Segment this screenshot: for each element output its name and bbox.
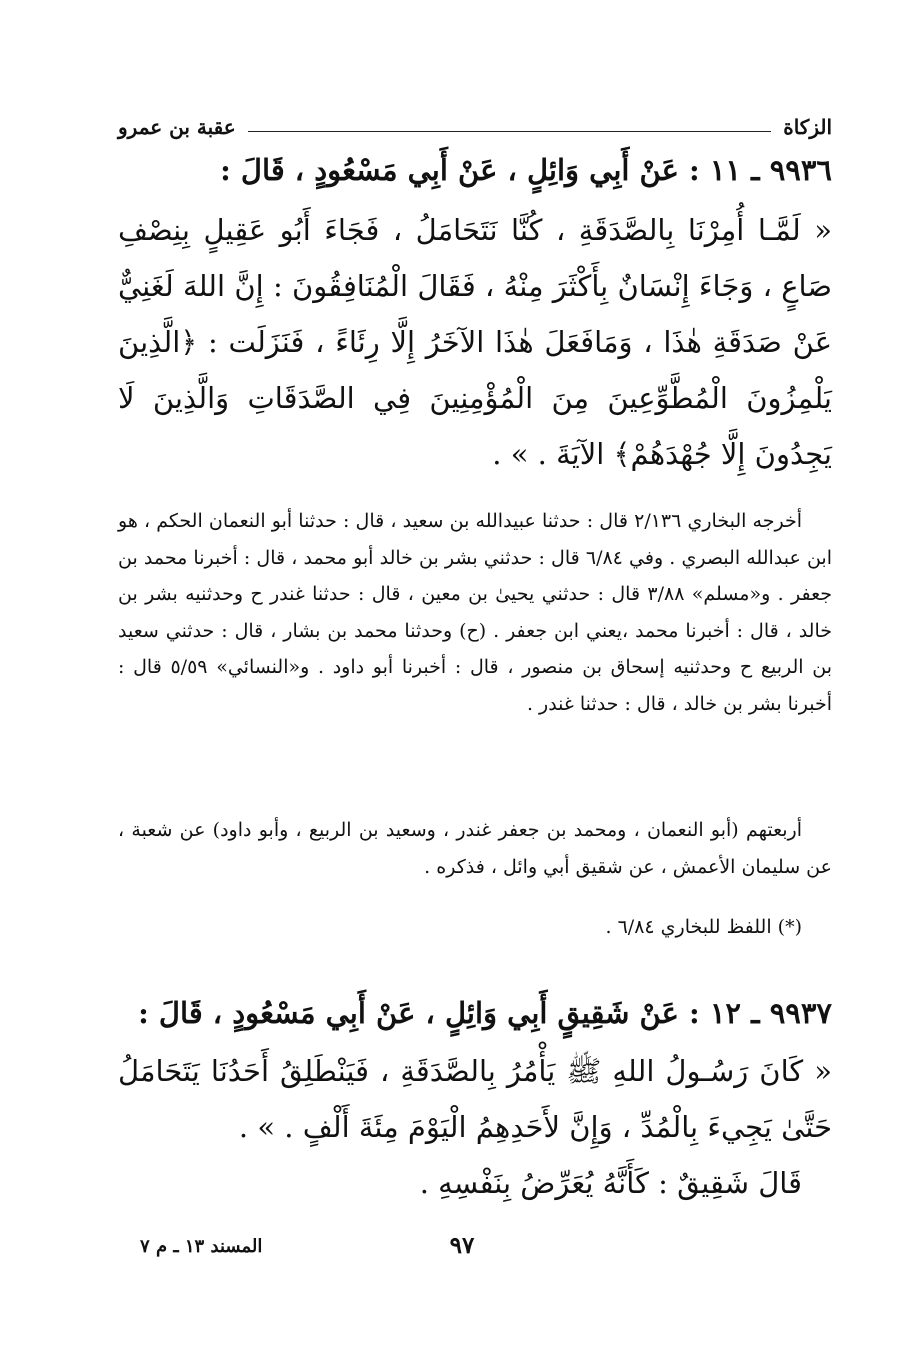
running-header	[118, 112, 832, 142]
header-rule	[248, 131, 772, 132]
hadith-9936-credits	[118, 812, 832, 885]
printer-signature: المسند ١٣ ـ م ٧	[140, 1236, 263, 1257]
section-title: عقبة بن عمرو	[118, 115, 236, 139]
page-number: ٩٧	[449, 1232, 475, 1259]
hadith-9936-text: « لَمَّـا أُمِرْنَا بِالصَّدَقَةِ ، كُنَّا نَتَحَامَلُ ، فَجَاءَ أَبُو عَقِيلٍ بِنِصْفِ صَاعٍ ، وَجَاءَ إِنْسَانٌ بِأَكْثَرَ مِنْهُ ، فَقَالَ الْمُنَافِقُونَ : إِنَّ اللهَ لَغَنِيٌّ عَنْ صَدَقَةِ هٰذَا ، وَمَافَعَلَ هٰذَا الآخَرُ إِلَّا رِئَاءً ، فَنَزَلَت : ﴿الَّذِينَ يَلْمِزُونَ الْمُطَّوِّعِينَ مِنَ الْمُؤْمِنِينَ فِي الصَّدَقَاتِ وَالَّذِينَ لَا يَجِدُونَ إِلَّا جُهْدَهُمْ﴾ الآيَةَ . » .	[118, 213, 832, 471]
hadith-9936-footnote: (*) اللفظ للبخاري ٦/٨٤ .	[605, 916, 802, 938]
hadith-9936-title: ٩٩٣٦ ـ ١١ : عَنْ أَبِي وَائِلٍ ، عَنْ أَبِي مَسْعُودٍ ، قَالَ :	[220, 153, 832, 187]
hadith-9937-text: « كَانَ رَسُـولُ اللهِ ﷺ يَأْمُرُ بِالصَّدَقَةِ ، فَيَنْطَلِقُ أَحَدُنَا يَتَحَامَلُ حَتَّىٰ يَجِيءَ بِالْمُدِّ ، وَإِنَّ لأَحَدِهِمُ الْيَوْمَ مِئَةَ أَلْفٍ . » .	[118, 1054, 832, 1144]
credits-paragraph: أربعتهم (أبو النعمان ، ومحمد بن جعفر غندر ، وسعيد بن الربيع ، وأبو داود) عن شعبة ، عن سليمان الأعمش ، عن شقيق أبي وائل ، فذكره .	[118, 819, 832, 878]
chapter-title: الزكاة	[783, 115, 832, 139]
hadith-9937-comment: قَالَ شَقِيقٌ : كَأَنَّهُ يُعَرِّضُ بِنَفْسِهِ .	[419, 1166, 802, 1200]
hadith-9937-title: ٩٩٣٧ ـ ١٢ : عَنْ شَقِيقٍ أَبِي وَائِلٍ ، عَنْ أَبِي مَسْعُودٍ ، قَالَ :	[138, 996, 832, 1030]
hadith-9936-takhrij	[118, 503, 832, 722]
takhrij-paragraph: أخرجه البخاري ٢/١٣٦ قال : حدثنا عبيدالله بن سعيد ، قال : حدثنا أبو النعمان الحكم ، هو ابن عبدالله البصري . وفي ٦/٨٤ قال : حدثني بشر بن خالد أبو محمد ، قال : أخبرنا محمد بن جعفر . و«مسلم» ٣/٨٨ قال : حدثني يحيىٰ بن معين ، قال : حدثنا غندر ح وحدثنيه بشر بن خالد ، قال : أخبرنا محمد ،يعني ابن جعفر . (ح) وحدثنا محمد بن بشار ، قال : حدثني سعيد بن الربيع ح وحدثنيه إسحاق بن منصور ، قال : أخبرنا أبو داود . و«النسائي» ٥/٥٩ قال : أخبرنا بشر بن خالد ، قال : حدثنا غندر .	[118, 510, 832, 715]
